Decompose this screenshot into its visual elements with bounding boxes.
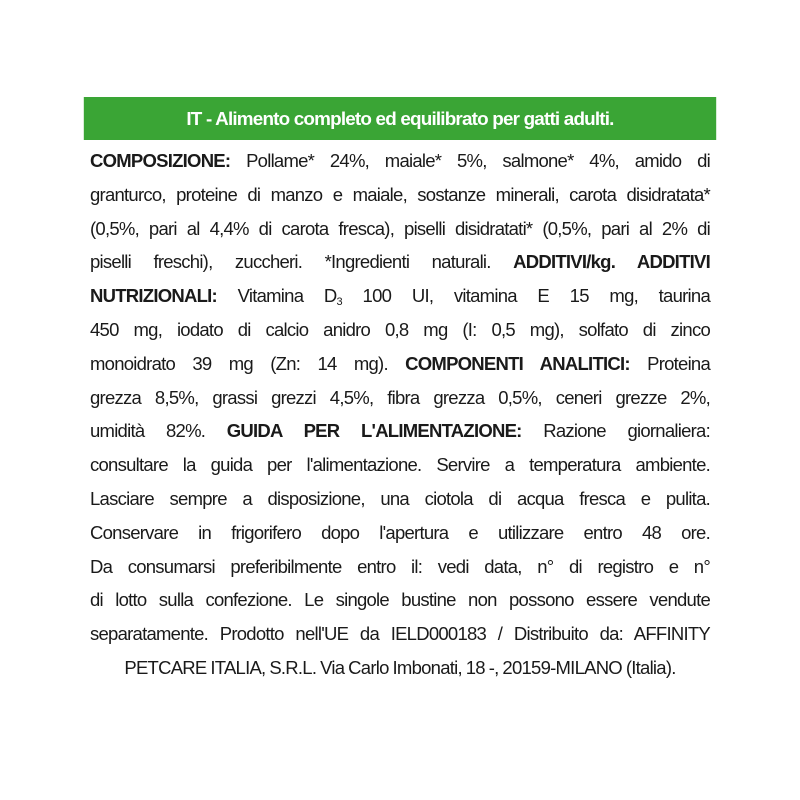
body-text-segment: (0,5%, pari al 4,4% di carota fresca), piselli disidratati* (0,5%, pari al 2% di xyxy=(90,217,710,239)
body-text-segment: granturco, proteine di manzo e maiale, sostanze minerali, carota disidratata* xyxy=(90,183,710,205)
banner-title: IT - Alimento completo ed equilibrato per gatti adulti. xyxy=(186,108,614,129)
body-line xyxy=(90,279,710,313)
body-text-segment: di lotto sulla confezione. Le singole bustine non possono essere vendute xyxy=(90,589,710,611)
body-line xyxy=(90,550,710,584)
body-text-segment: Razione giornaliera: xyxy=(521,420,710,442)
body-line xyxy=(90,144,710,178)
product-label xyxy=(90,97,710,685)
body-line xyxy=(90,516,710,550)
body-text-segment: separatamente. Prodotto nell'UE da IELD000183 / Distribuito da: AFFINITY xyxy=(90,623,710,645)
section-heading: GUIDA PER L'ALIMENTAZIONE: xyxy=(226,420,522,442)
body-text-segment: Lasciare sempre a disposizione, una ciotola di acqua fresca e pulita. xyxy=(90,487,710,509)
body-text-segment: piselli freschi), zuccheri. *Ingredienti naturali. xyxy=(90,251,514,273)
body-line xyxy=(90,381,710,415)
body-line xyxy=(90,347,710,381)
body-line xyxy=(90,448,710,482)
body-text-segment: umidità 82%. xyxy=(90,420,227,442)
body-text-segment: consultare la guida per l'alimentazione. Servire a temperatura ambiente. xyxy=(90,454,710,476)
body-text-segment: grezza 8,5%, grassi grezzi 4,5%, fibra grezza 0,5%, ceneri grezze 2%, xyxy=(90,386,710,408)
section-heading: ADDITIVI/kg. ADDITIVI xyxy=(513,251,710,273)
label-body-text xyxy=(90,144,710,685)
body-text-segment: Proteina xyxy=(629,352,711,374)
body-line xyxy=(90,245,710,279)
body-text-segment: Pollame* 24%, maiale* 5%, salmone* 4%, amido di xyxy=(230,150,710,171)
body-text-segment: Conservare in frigorifero dopo l'apertura e utilizzare entro 48 ore. xyxy=(90,521,710,543)
body-line xyxy=(90,178,710,212)
subscript-text: 3 xyxy=(336,296,342,309)
body-line xyxy=(90,651,710,685)
section-heading: NUTRIZIONALI: xyxy=(90,285,217,307)
body-line xyxy=(90,482,710,516)
body-line xyxy=(90,212,710,246)
body-text-segment: Vitamina D xyxy=(216,285,337,307)
body-text-segment: Da consumarsi preferibilmente entro il: vedi data, n° di registro e n° xyxy=(90,555,710,577)
body-text-segment: PETCARE ITALIA, S.R.L. Via Carlo Imbonati, 18 -, 20159-MILANO (Italia). xyxy=(124,656,676,678)
body-line xyxy=(90,414,710,448)
body-text-segment: 100 UI, vitamina E 15 mg, taurina xyxy=(341,285,710,307)
body-line xyxy=(90,583,710,617)
body-text-segment: monoidrato 39 mg (Zn: 14 mg). xyxy=(90,352,406,374)
body-line xyxy=(90,617,710,651)
section-heading: COMPOSIZIONE: xyxy=(90,150,231,171)
body-line xyxy=(90,313,710,347)
section-heading: COMPONENTI ANALITICI: xyxy=(405,352,630,374)
body-text-segment: 450 mg, iodato di calcio anidro 0,8 mg (I: 0,5 mg), solfato di zinco xyxy=(90,318,710,340)
language-banner xyxy=(84,97,716,140)
